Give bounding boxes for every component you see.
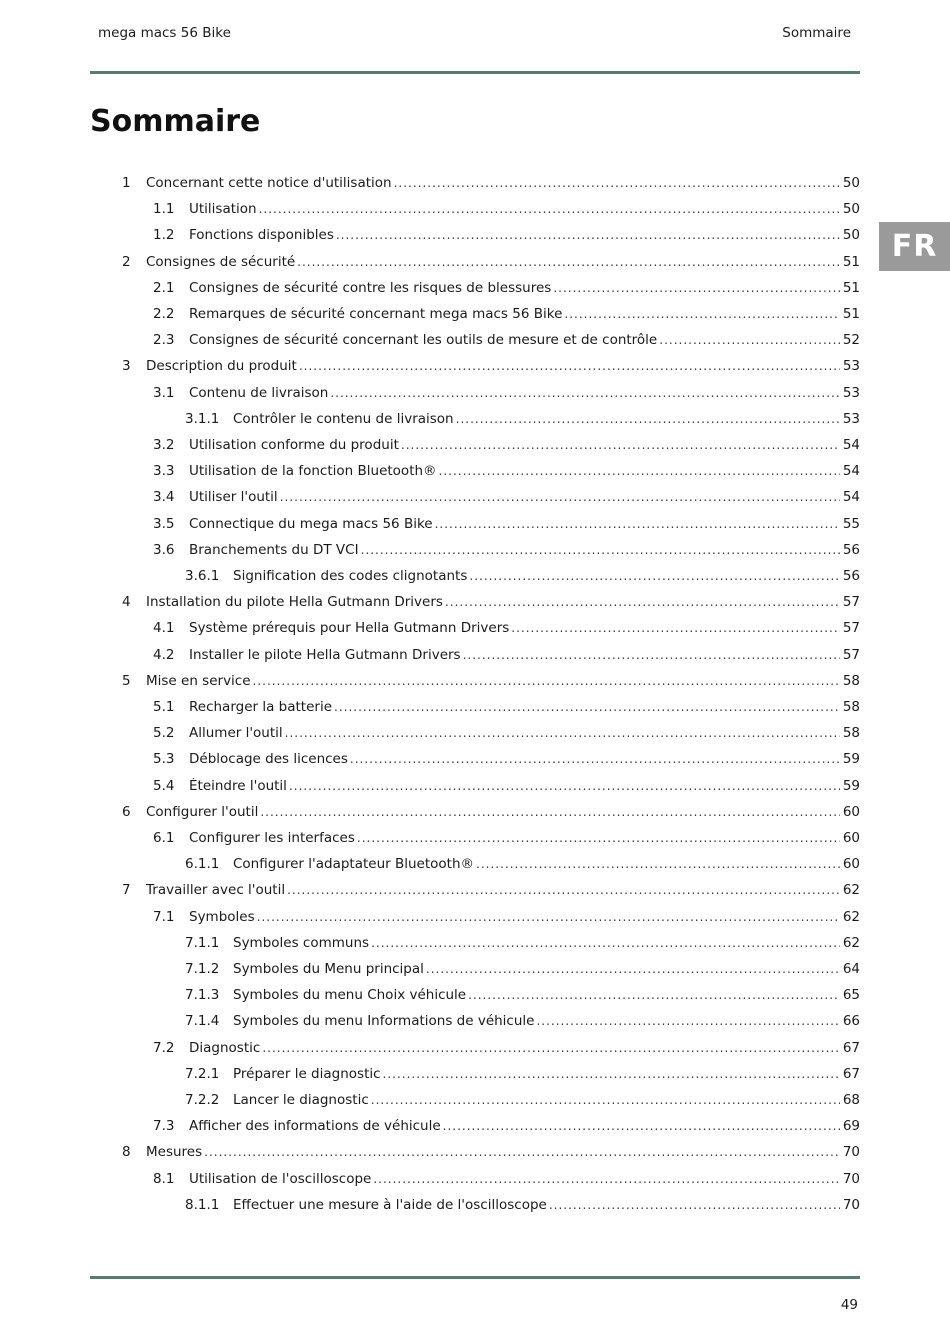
toc-entry-page: 60 (842, 856, 860, 873)
toc-entry-number: 4.1 (153, 620, 175, 637)
toc-entry-title: Remarques de sécurité concernant mega macs 56 Bike (189, 306, 563, 322)
toc-entry-number: 7.1.2 (185, 961, 220, 977)
toc-entry[interactable] (0, 594, 860, 616)
toc-entry-page: 70 (842, 1144, 860, 1161)
toc-entry-title: Concernant cette notice d'utilisation (146, 175, 392, 191)
toc-entry-number: 4 (122, 594, 131, 611)
toc-entry[interactable] (0, 358, 860, 380)
toc-entry-page: 67 (842, 1039, 860, 1056)
toc-entry-title: Utilisation conforme du produit (189, 437, 399, 453)
toc-entry-number: 6.1 (153, 830, 175, 846)
toc-entry-number: 2.3 (153, 332, 175, 349)
toc-leader-dots (289, 779, 840, 793)
toc-entry-page: 58 (842, 699, 860, 715)
footer-divider (90, 1276, 860, 1279)
toc-entry[interactable] (0, 1066, 860, 1088)
toc-leader-dots (297, 255, 840, 269)
toc-entry[interactable] (0, 882, 860, 904)
toc-leader-dots (285, 726, 840, 740)
toc-entry-page: 56 (842, 568, 860, 584)
page-title: Sommaire (90, 104, 261, 139)
toc-entry-number: 5 (122, 672, 131, 689)
toc-entry-title: Contrôler le contenu de livraison (233, 410, 454, 427)
toc-entry[interactable] (0, 1013, 860, 1035)
toc-entry-page: 64 (842, 961, 860, 977)
toc-entry[interactable] (0, 830, 860, 852)
toc-entry-number: 3.6 (153, 541, 175, 558)
toc-entry-title: Connectique du mega macs 56 Bike (189, 515, 433, 532)
toc-leader-dots (336, 228, 840, 242)
toc-entry-title: Utiliser l'outil (189, 489, 278, 506)
toc-entry[interactable] (0, 1040, 860, 1062)
toc-entry-page: 58 (842, 672, 860, 689)
toc-entry[interactable] (0, 411, 860, 433)
toc-entry-number: 7.1 (153, 908, 175, 925)
toc-entry-title: Symboles du menu Informations de véhicule (233, 1013, 535, 1030)
toc-entry[interactable] (0, 516, 860, 538)
toc-entry-title: Préparer le diagnostic (233, 1065, 381, 1082)
toc-entry[interactable] (0, 175, 860, 197)
toc-entry-title: Mesures (146, 1144, 203, 1161)
toc-entry-number: 7.1.1 (185, 934, 220, 951)
toc-entry[interactable] (0, 699, 860, 721)
toc-entry-page: 54 (842, 489, 860, 506)
toc-leader-dots (299, 359, 840, 373)
page-number: 49 (840, 1297, 858, 1313)
toc-entry-number: 7 (122, 882, 131, 899)
toc-leader-dots (468, 988, 840, 1002)
toc-leader-dots (536, 1014, 839, 1028)
toc-entry-number: 3 (122, 358, 131, 375)
toc-entry-page: 57 (842, 594, 860, 611)
toc-entry-page: 62 (842, 882, 860, 899)
toc-entry-number: 6.1.1 (185, 856, 220, 873)
toc-entry-number: 3.5 (153, 515, 175, 532)
toc-leader-dots (373, 1172, 839, 1186)
toc-entry-title: Contenu de livraison (189, 384, 329, 401)
toc-leader-dots (394, 176, 840, 190)
toc-leader-dots (469, 569, 839, 583)
toc-entry-page: 66 (842, 1013, 860, 1030)
toc-leader-dots (259, 202, 840, 216)
toc-entry-title: Allumer l'outil (189, 725, 283, 742)
toc-leader-dots (553, 281, 839, 295)
toc-entry[interactable] (0, 385, 860, 407)
toc-entry[interactable] (0, 1144, 860, 1166)
toc-entry-title: Lancer le diagnostic (233, 1092, 369, 1108)
toc-entry-number: 5.2 (153, 725, 175, 742)
toc-entry-number: 4.2 (153, 646, 175, 663)
toc-entry-page: 57 (842, 620, 860, 637)
toc-entry-number: 1.1 (153, 201, 175, 218)
toc-leader-dots (439, 464, 840, 478)
toc-entry[interactable] (0, 856, 860, 878)
toc-entry[interactable] (0, 201, 860, 223)
toc-entry-title: Mise en service (146, 672, 251, 689)
toc-entry-page: 62 (842, 934, 860, 951)
toc-entry-number: 7.1.4 (185, 1013, 220, 1030)
toc-entry-title: Déblocage des licences (189, 751, 348, 768)
toc-entry[interactable] (0, 935, 860, 957)
toc-leader-dots (659, 333, 840, 347)
toc-entry-page: 53 (842, 384, 860, 401)
toc-entry-number: 7.2.2 (185, 1092, 220, 1108)
toc-leader-dots (456, 412, 840, 426)
toc-entry[interactable] (0, 778, 860, 800)
toc-entry-number: 3.6.1 (185, 568, 220, 584)
toc-entry-number: 1 (122, 175, 131, 191)
toc-leader-dots (371, 1093, 840, 1107)
toc-entry-page: 51 (842, 306, 860, 322)
toc-entry-number: 5.4 (153, 777, 175, 794)
toc-entry[interactable] (0, 463, 860, 485)
toc-entry-page: 60 (842, 803, 860, 820)
toc-entry-title: Signification des codes clignotants (233, 568, 468, 584)
toc-entry-title: Utilisation de l'oscilloscope (189, 1170, 372, 1187)
toc-entry-number: 2.2 (153, 306, 175, 322)
toc-entry-number: 3.1.1 (185, 410, 220, 427)
toc-leader-dots (280, 490, 840, 504)
toc-entry-number: 7.2 (153, 1039, 175, 1056)
toc-entry-page: 53 (842, 410, 860, 427)
header-divider (90, 71, 860, 74)
toc-entry-title: Utilisation (189, 201, 257, 218)
toc-entry-title: Installer le pilote Hella Gutmann Drivers (189, 646, 461, 663)
toc-entry-page: 53 (842, 358, 860, 375)
toc-entry[interactable] (0, 647, 860, 669)
toc-leader-dots (257, 910, 840, 924)
toc-entry-number: 3.2 (153, 437, 175, 453)
toc-entry-title: Symboles du menu Choix véhicule (233, 987, 467, 1004)
toc-entry-page: 50 (842, 201, 860, 218)
toc-entry-page: 50 (842, 227, 860, 244)
toc-entry[interactable] (0, 961, 860, 983)
toc-leader-dots (435, 517, 840, 531)
toc-entry[interactable] (0, 568, 860, 590)
toc-leader-dots (330, 386, 839, 400)
toc-entry-page: 67 (842, 1065, 860, 1082)
toc-leader-dots (445, 595, 840, 609)
toc-entry[interactable] (0, 1118, 860, 1140)
toc-leader-dots (253, 674, 840, 688)
toc-leader-dots (443, 1119, 840, 1133)
toc-leader-dots (511, 621, 840, 635)
toc-entry-page: 65 (842, 987, 860, 1004)
toc-entry-title: Configurer les interfaces (189, 830, 355, 846)
toc-entry-title: Consignes de sécurité concernant les outils de mesure et de contrôle (189, 332, 658, 349)
toc-entry-title: Installation du pilote Hella Gutmann Drivers (146, 594, 443, 611)
toc-entry-number: 2.1 (153, 279, 175, 296)
toc-entry[interactable] (0, 725, 860, 747)
toc-leader-dots (361, 543, 840, 557)
toc-entry-page: 52 (842, 332, 860, 349)
toc-entry-page: 70 (842, 1196, 860, 1213)
toc-entry-page: 69 (842, 1118, 860, 1135)
toc-leader-dots (549, 1198, 840, 1212)
running-header-title: mega macs 56 Bike (98, 25, 231, 41)
toc-entry-title: Fonctions disponibles (189, 227, 334, 244)
toc-entry[interactable] (0, 987, 860, 1009)
toc-entry-title: Consignes de sécurité (146, 253, 296, 270)
toc-entry-number: 7.2.1 (185, 1065, 220, 1082)
toc-entry-number: 7.3 (153, 1118, 175, 1135)
toc-entry-title: Description du produit (146, 358, 297, 375)
toc-entry-title: Utilisation de la fonction Bluetooth® (189, 463, 437, 480)
toc-leader-dots (357, 831, 840, 845)
toc-entry-page: 59 (842, 777, 860, 794)
toc-entry[interactable] (0, 227, 860, 249)
toc-entry-page: 56 (842, 541, 860, 558)
toc-entry-title: Système prérequis pour Hella Gutmann Drivers (189, 620, 510, 637)
toc-entry[interactable] (0, 489, 860, 511)
toc-entry-page: 51 (842, 279, 860, 296)
toc-entry-page: 59 (842, 751, 860, 768)
toc-entry-title: Configurer l'adaptateur Bluetooth® (233, 856, 475, 873)
toc-entry[interactable] (0, 751, 860, 773)
toc-entry[interactable] (0, 306, 860, 328)
toc-entry-page: 70 (842, 1170, 860, 1187)
toc-leader-dots (350, 752, 840, 766)
toc-entry-number: 7.1.3 (185, 987, 220, 1004)
toc-entry-number: 8.1.1 (185, 1196, 220, 1213)
toc-entry[interactable] (0, 804, 860, 826)
toc-leader-dots (426, 962, 840, 976)
toc-entry-number: 3.3 (153, 463, 175, 480)
toc-entry[interactable] (0, 437, 860, 459)
toc-entry-number: 2 (122, 253, 131, 270)
toc-entry-title: Éteindre l'outil (189, 777, 287, 794)
toc-entry-title: Diagnostic (189, 1039, 261, 1056)
toc-leader-dots (463, 648, 840, 662)
toc-entry[interactable] (0, 1092, 860, 1114)
toc-entry-page: 68 (842, 1092, 860, 1108)
toc-entry[interactable] (0, 673, 860, 695)
toc-entry-title: Symboles du Menu principal (233, 961, 424, 977)
toc-entry-title: Recharger la batterie (189, 699, 333, 715)
toc-entry-title: Travailler avec l'outil (146, 882, 286, 899)
toc-entry-title: Configurer l'outil (146, 803, 259, 820)
toc-leader-dots (334, 700, 840, 714)
toc-entry-number: 3.4 (153, 489, 175, 506)
running-header-section: Sommaire (782, 25, 851, 41)
toc-leader-dots (401, 438, 840, 452)
toc-entry-number: 8.1 (153, 1170, 175, 1187)
toc-leader-dots (262, 1041, 840, 1055)
toc-entry-title: Symboles (189, 908, 255, 925)
toc-entry-number: 3.1 (153, 384, 175, 401)
toc-entry-page: 58 (842, 725, 860, 742)
toc-entry[interactable] (0, 280, 860, 302)
toc-entry-number: 8 (122, 1144, 131, 1161)
toc-entry[interactable] (0, 620, 860, 642)
toc-entry-page: 60 (842, 830, 860, 846)
toc-entry[interactable] (0, 909, 860, 931)
toc-entry-page: 51 (842, 253, 860, 270)
toc-leader-dots (564, 307, 839, 321)
toc-entry-page: 50 (842, 175, 860, 191)
toc-leader-dots (287, 883, 840, 897)
toc-entry-number: 6 (122, 803, 131, 820)
toc-entry-number: 5.3 (153, 751, 175, 768)
toc-entry-title: Branchements du DT VCI (189, 541, 359, 558)
toc-entry-page: 57 (842, 646, 860, 663)
toc-leader-dots (260, 805, 839, 819)
language-tab: FR (879, 222, 950, 271)
toc-entry-number: 1.2 (153, 227, 175, 244)
toc-leader-dots (204, 1145, 840, 1159)
toc-entry-title: Symboles communs (233, 934, 370, 951)
toc-entry-page: 55 (842, 515, 860, 532)
toc-entry[interactable] (0, 542, 860, 564)
toc-entry-title: Effectuer une mesure à l'aide de l'oscilloscope (233, 1196, 547, 1213)
toc-leader-dots (371, 936, 840, 950)
toc-entry[interactable] (0, 332, 860, 354)
toc-entry[interactable] (0, 1197, 860, 1219)
toc-entry[interactable] (0, 1171, 860, 1193)
toc-leader-dots (476, 857, 840, 871)
toc-entry-page: 54 (842, 437, 860, 453)
toc-entry-number: 5.1 (153, 699, 175, 715)
toc-entry-page: 54 (842, 463, 860, 480)
toc-entry-title: Consignes de sécurité contre les risques de blessures (189, 279, 552, 296)
toc-leader-dots (383, 1067, 840, 1081)
toc-entry[interactable] (0, 254, 860, 276)
toc-entry-title: Afficher des informations de véhicule (189, 1118, 441, 1135)
toc-entry-page: 62 (842, 908, 860, 925)
